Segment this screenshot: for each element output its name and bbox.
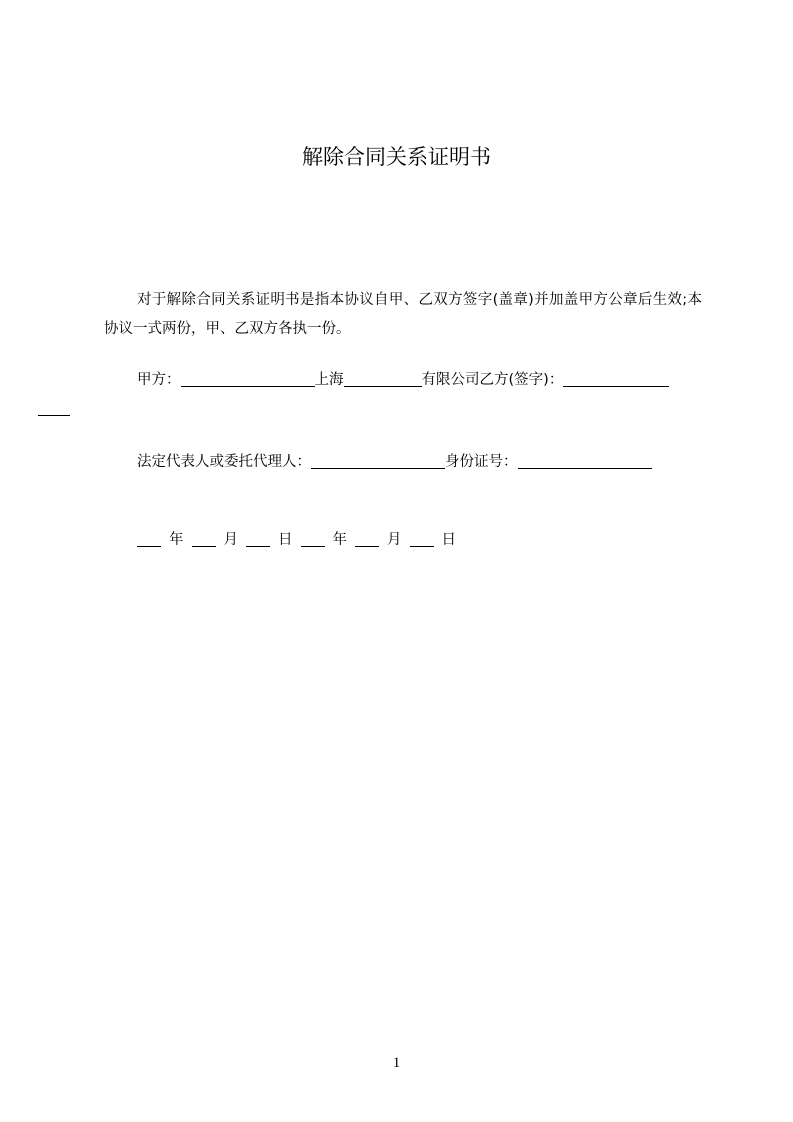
page-number: 1 <box>392 1055 401 1071</box>
year-blank-1 <box>137 531 161 547</box>
year-label-1: 年 <box>169 532 184 548</box>
party-b-signature-blank <box>563 371 669 387</box>
year-label-2: 年 <box>332 532 347 548</box>
day-label-1: 日 <box>278 532 293 548</box>
party-signature-line <box>104 366 702 424</box>
day-blank-2 <box>410 531 434 547</box>
month-label-2: 月 <box>387 532 402 548</box>
year-blank-2 <box>301 531 325 547</box>
representative-line <box>137 448 652 477</box>
month-blank-1 <box>192 531 216 547</box>
month-label-1: 月 <box>223 532 238 548</box>
date-line <box>137 526 456 555</box>
day-blank-1 <box>246 531 270 547</box>
document-title: 解除合同关系证明书 <box>302 145 491 169</box>
id-number-blank <box>518 453 652 469</box>
intro-paragraph: 对于解除合同关系证明书是指本协议自甲、乙双方签字(盖章)并加盖甲方公章后生效;本协议一式两份，甲、乙双方各执一份。 <box>104 292 702 337</box>
day-label-2: 日 <box>441 532 456 548</box>
party-b-signature-blank-continued <box>38 400 70 416</box>
city-text: 上海 <box>314 372 344 388</box>
legal-rep-label: 法定代表人或委托代理人： <box>137 454 311 470</box>
party-a-label: 甲方： <box>137 372 181 388</box>
month-blank-2 <box>355 531 379 547</box>
company-name-blank <box>344 371 422 387</box>
company-suffix-label: 有限公司乙方(签字)： <box>421 372 564 388</box>
legal-rep-blank <box>311 453 445 469</box>
id-number-label: 身份证号： <box>445 454 518 470</box>
party-a-blank <box>181 371 315 387</box>
